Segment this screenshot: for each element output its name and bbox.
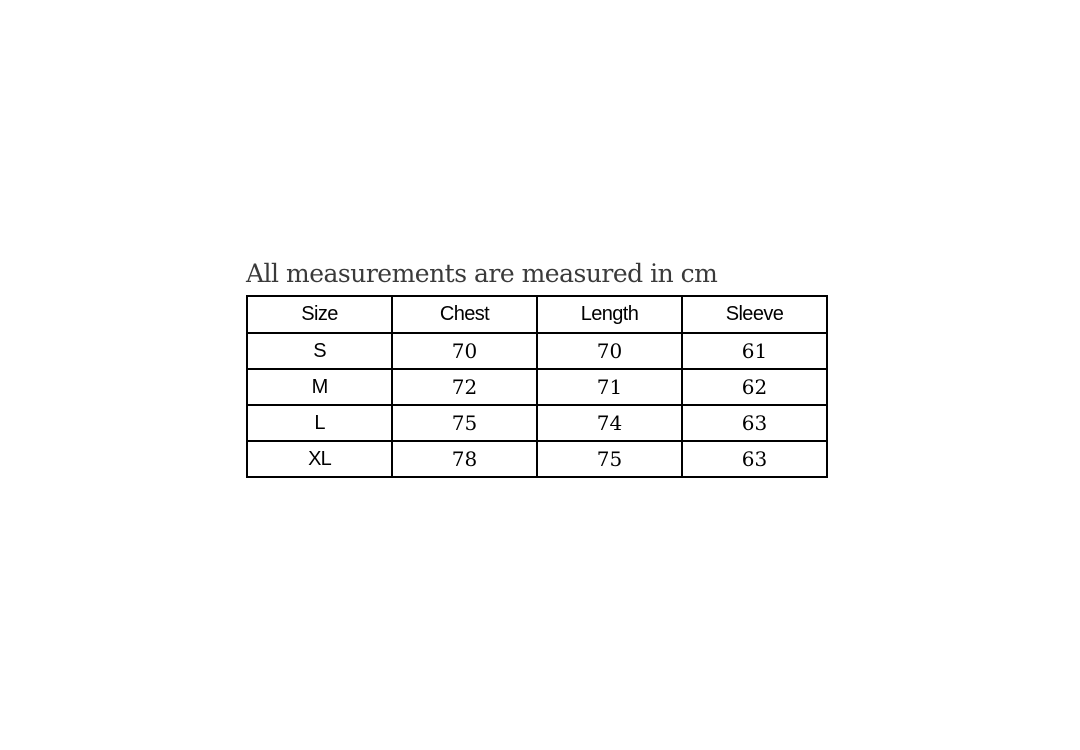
size-chart-table <box>246 295 828 478</box>
length-cell: 74 <box>537 405 682 441</box>
size-cell: XL <box>247 441 392 477</box>
sleeve-cell: 63 <box>682 441 827 477</box>
length-cell: 70 <box>537 333 682 369</box>
sleeve-cell: 62 <box>682 369 827 405</box>
table-row <box>247 405 827 441</box>
header-chest: Chest <box>392 296 537 333</box>
chest-cell: 70 <box>392 333 537 369</box>
header-size: Size <box>247 296 392 333</box>
chest-cell: 72 <box>392 369 537 405</box>
length-cell: 71 <box>537 369 682 405</box>
table-header-row <box>247 296 827 333</box>
header-length: Length <box>537 296 682 333</box>
header-sleeve: Sleeve <box>682 296 827 333</box>
table-row <box>247 369 827 405</box>
size-cell: S <box>247 333 392 369</box>
measurement-note: All measurements are measured in cm <box>246 259 718 288</box>
table-row <box>247 441 827 477</box>
size-cell: L <box>247 405 392 441</box>
size-cell: M <box>247 369 392 405</box>
chest-cell: 75 <box>392 405 537 441</box>
table-row <box>247 333 827 369</box>
length-cell: 75 <box>537 441 682 477</box>
sleeve-cell: 61 <box>682 333 827 369</box>
sleeve-cell: 63 <box>682 405 827 441</box>
chest-cell: 78 <box>392 441 537 477</box>
